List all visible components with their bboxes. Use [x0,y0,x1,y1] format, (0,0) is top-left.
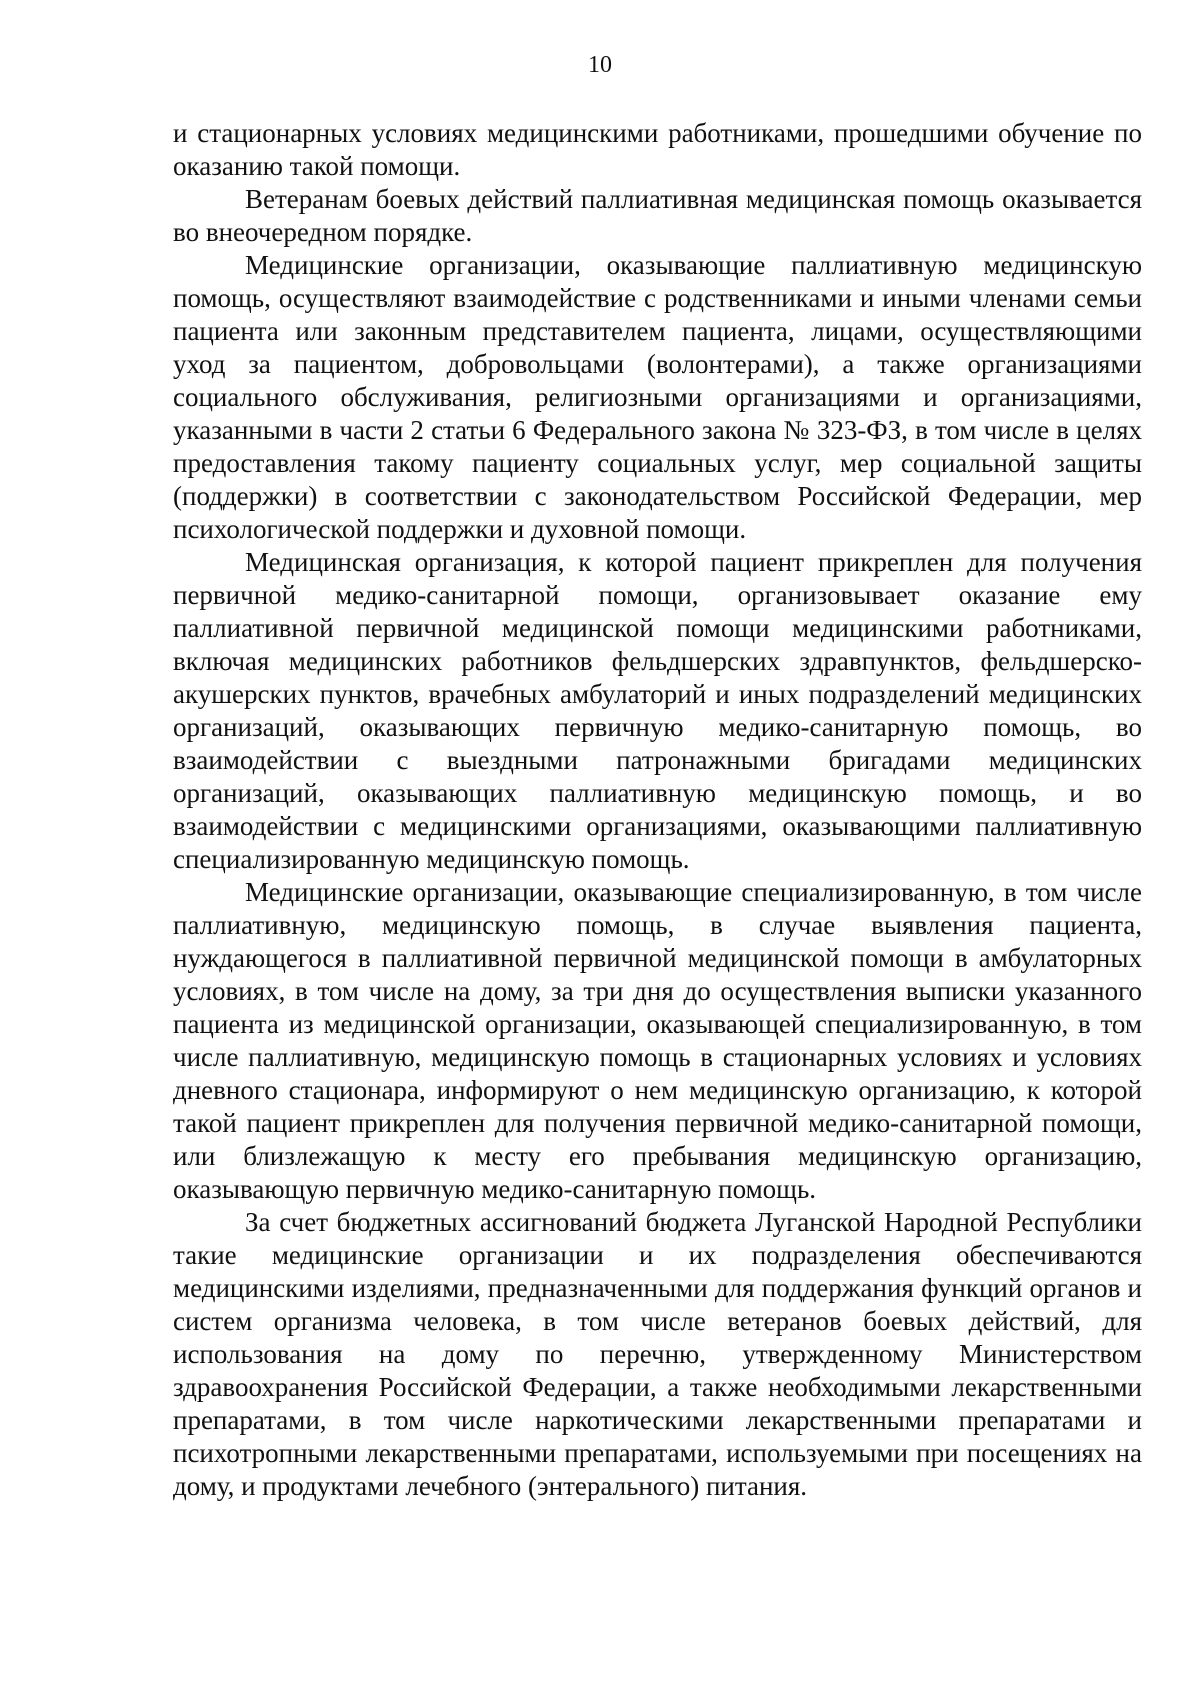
paragraph-continued: и стационарных условиях медицинскими работниками, прошедшими обучение по оказанию такой помощи. [173,118,1142,181]
paragraph-veterans-priority: Ветеранам боевых действий паллиативная медицинская помощь оказывается во внеочередном порядке. [173,184,1142,247]
document-body [173,117,1142,1503]
paragraph-budget-provision: За счет бюджетных ассигнований бюджета Луганской Народной Республики такие медицинские организации и их подразделения обеспечиваются медицинскими изделиями, предназначенными для поддержания функций органов и систем организма человека, в том числе ветеранов боевых действий, для использования на дому по перечню, утвержденному Министерством здравоохранения Российской Федерации, а также необходимыми лекарственными препаратами, в том числе наркотическими лекарственными препаратами и психотропными лекарственными препаратами, используемыми при посещениях на дому, и продуктами лечебного (энтерального) питания. [173,1207,1142,1501]
paragraph-discharge-notification: Медицинские организации, оказывающие специализированную, в том числе паллиативную, медицинскую помощь, в случае выявления пациента, нуждающегося в паллиативной первичной медицинской помощи в амбулаторных условиях, в том числе на дому, за три дня до осуществления выписки указанного пациента из медицинской организации, оказывающей специализированную, в том числе паллиативную, медицинскую помощь в стационарных условиях и условиях дневного стационара, информируют о нем медицинскую организацию, к которой такой пациент прикреплен для получения первичной медико-санитарной помощи, или близлежащую к месту его пребывания медицинскую организацию, оказывающую первичную медико-санитарную помощь. [173,877,1142,1204]
page-number: 10 [588,52,612,78]
paragraph-interaction-with-relatives: Медицинские организации, оказывающие паллиативную медицинскую помощь, осуществляют взаимодействие с родственниками и иными членами семьи пациента или законным представителем пациента, лицами, осуществляющими уход за пациентом, добровольцами (волонтерами), а также организациями социального обслуживания, религиозными организациями и организациями, указанными в части 2 статьи 6 Федерального закона № 323-ФЗ, в том числе в целях предоставления такому пациенту социальных услуг, мер социальной защиты (поддержки) в соответствии с законодательством Российской Федерации, мер психологической поддержки и духовной помощи. [173,250,1142,544]
paragraph-primary-care-organization: Медицинская организация, к которой пациент прикреплен для получения первичной медико-санитарной помощи, организовывает оказание ему паллиативной первичной медицинской помощи медицинскими работниками, включая медицинских работников фельдшерских здравпунктов, фельдшерско-акушерских пунктов, врачебных амбулаторий и иных подразделений медицинских организаций, оказывающих первичную медико-санитарную помощь, во взаимодействии с выездными патронажными бригадами медицинских организаций, оказывающих паллиативную медицинскую помощь, и во взаимодействии с медицинскими организациями, оказывающими паллиативную специализированную медицинскую помощь. [173,547,1142,874]
